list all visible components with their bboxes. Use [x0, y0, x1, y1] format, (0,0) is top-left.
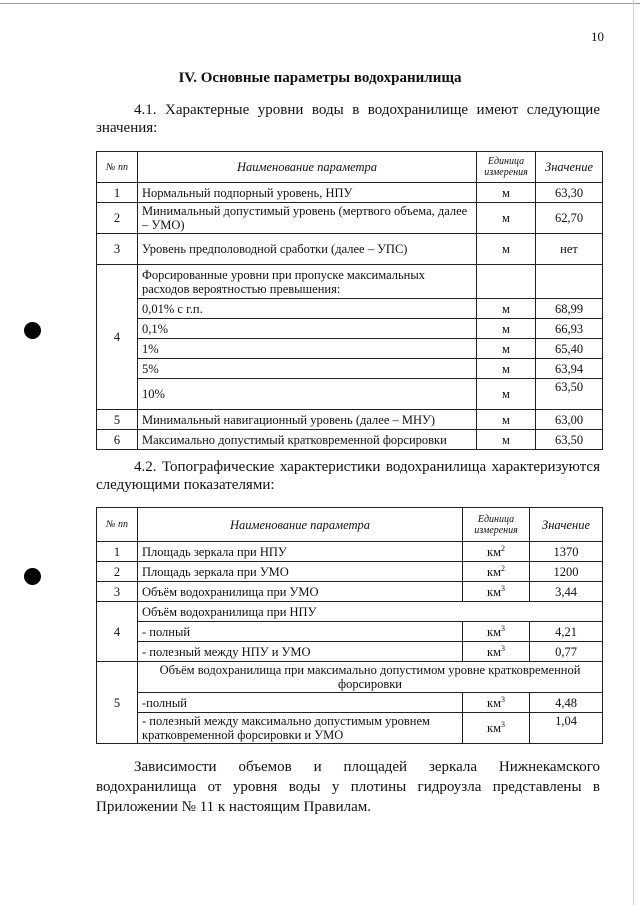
row-value: 62,70	[536, 203, 603, 234]
section-heading: IV. Основные параметры водохранилища	[178, 70, 462, 86]
row-name: Объём водохранилища при УМО	[138, 582, 463, 602]
row-value: 3,44	[530, 582, 603, 602]
row-unit	[477, 265, 536, 299]
subrow-name: - полезный между максимально допустимым уровнем кратковременной форсировки и УМО	[138, 713, 463, 744]
table-row	[97, 203, 603, 234]
table-row	[97, 562, 603, 582]
header-num: № пп	[97, 152, 138, 183]
table-subrow	[97, 359, 603, 379]
section-4-1-intro: 4.1. Характерные уровни воды в водохранилище имеют следующие значения:	[96, 102, 600, 136]
row-value: 1200	[530, 562, 603, 582]
water-levels-table	[96, 151, 603, 450]
subrow-value: 63,50	[536, 379, 603, 410]
subrow-value: 1,04	[530, 713, 603, 744]
header-value: Значение	[536, 152, 603, 183]
row-unit: м	[477, 410, 536, 430]
subrow-value: 68,99	[536, 299, 603, 319]
table-row	[97, 265, 603, 299]
header-unit: Единица измерения	[463, 508, 530, 542]
topographic-table	[96, 507, 603, 744]
table-subrow	[97, 319, 603, 339]
row-name: Площадь зеркала при УМО	[138, 562, 463, 582]
row-unit: $км^3$	[463, 582, 530, 602]
subrow-value: 63,94	[536, 359, 603, 379]
table-row	[97, 234, 603, 265]
right-edge-line	[633, 0, 634, 905]
header-value: Значение	[530, 508, 603, 542]
row-value	[536, 265, 603, 299]
subrow-value: 4,48	[530, 693, 603, 713]
subrow-name: 10%	[138, 379, 477, 410]
page-number: 10	[591, 29, 604, 44]
table-subrow	[97, 339, 603, 359]
subrow-unit: $км^3$	[463, 713, 530, 744]
appendix-reference-paragraph: Зависимости объемов и площадей зеркала Нижнекамского водохранилища от уровня воды у плотины гидроузла представлены в Приложении № 11 к настоящим Правилам.	[96, 759, 600, 815]
row-num: 6	[97, 430, 138, 450]
row-unit: $км^2$	[463, 542, 530, 562]
subrow-unit: м	[477, 359, 536, 379]
subrow-value: 66,93	[536, 319, 603, 339]
table-row	[97, 662, 603, 693]
row-name: Объём водохранилища при НПУ	[138, 602, 603, 622]
table-row	[97, 183, 603, 203]
subrow-value: 0,77	[530, 642, 603, 662]
table-subrow	[97, 642, 603, 662]
subrow-unit: м	[477, 299, 536, 319]
row-name: Форсированные уровни при пропуске максимальных расходов вероятностью превышения:	[138, 265, 477, 299]
subrow-name: 0,1%	[138, 319, 477, 339]
subrow-unit: $км^3$	[463, 693, 530, 713]
subrow-name: 1%	[138, 339, 477, 359]
row-name: Нормальный подпорный уровень, НПУ	[138, 183, 477, 203]
table-row	[97, 542, 603, 562]
row-num: 5	[97, 410, 138, 430]
table-row	[97, 602, 603, 622]
row-num: 4	[97, 602, 138, 662]
row-unit: м	[477, 203, 536, 234]
row-name: Объём водохранилища при максимально допустимом уровне кратковременной форсировки	[138, 662, 603, 693]
subrow-name: 0,01% с г.п.	[138, 299, 477, 319]
subrow-name: - полезный между НПУ и УМО	[138, 642, 463, 662]
subrow-unit: $км^3$	[463, 642, 530, 662]
row-num: 3	[97, 234, 138, 265]
binder-hole	[24, 568, 41, 585]
row-value: 63,50	[536, 430, 603, 450]
row-name: Минимальный навигационный уровень (далее – МНУ)	[138, 410, 477, 430]
row-num: 2	[97, 203, 138, 234]
table-header-row	[97, 152, 603, 183]
row-unit: м	[477, 234, 536, 265]
row-unit: м	[477, 183, 536, 203]
row-value: 63,30	[536, 183, 603, 203]
subrow-value: 4,21	[530, 622, 603, 642]
table-subrow	[97, 713, 603, 744]
row-name: Площадь зеркала при НПУ	[138, 542, 463, 562]
row-value: 1370	[530, 542, 603, 562]
header-name: Наименование параметра	[138, 508, 463, 542]
row-name: Максимально допустимый кратковременной форсировки	[138, 430, 477, 450]
row-num: 4	[97, 265, 138, 410]
row-num: 1	[97, 183, 138, 203]
table-subrow	[97, 379, 603, 410]
table-row	[97, 582, 603, 602]
subrow-value: 65,40	[536, 339, 603, 359]
table-header-row	[97, 508, 603, 542]
table-subrow	[97, 299, 603, 319]
row-num: 5	[97, 662, 138, 744]
subrow-unit: м	[477, 379, 536, 410]
subrow-unit: м	[477, 339, 536, 359]
row-name: Уровень предполоводной сработки (далее – УПС)	[138, 234, 477, 265]
row-name: Минимальный допустимый уровень (мертвого объема, далее – УМО)	[138, 203, 477, 234]
table-subrow	[97, 693, 603, 713]
top-edge-line	[0, 3, 640, 4]
row-num: 3	[97, 582, 138, 602]
header-num: № пп	[97, 508, 138, 542]
binder-hole	[24, 322, 41, 339]
section-4-2-intro: 4.2. Топографические характеристики водохранилища характеризуются следующими показателями:	[96, 459, 600, 493]
subrow-unit: $км^3$	[463, 622, 530, 642]
row-unit: $км^2$	[463, 562, 530, 582]
subrow-name: -полный	[138, 693, 463, 713]
row-num: 1	[97, 542, 138, 562]
table-row	[97, 410, 603, 430]
row-value: 63,00	[536, 410, 603, 430]
header-unit: Единица измерения	[477, 152, 536, 183]
row-unit: м	[477, 430, 536, 450]
header-name: Наименование параметра	[138, 152, 477, 183]
row-value: нет	[536, 234, 603, 265]
row-num: 2	[97, 562, 138, 582]
subrow-unit: м	[477, 319, 536, 339]
table-subrow	[97, 622, 603, 642]
table-row	[97, 430, 603, 450]
subrow-name: 5%	[138, 359, 477, 379]
subrow-name: - полный	[138, 622, 463, 642]
